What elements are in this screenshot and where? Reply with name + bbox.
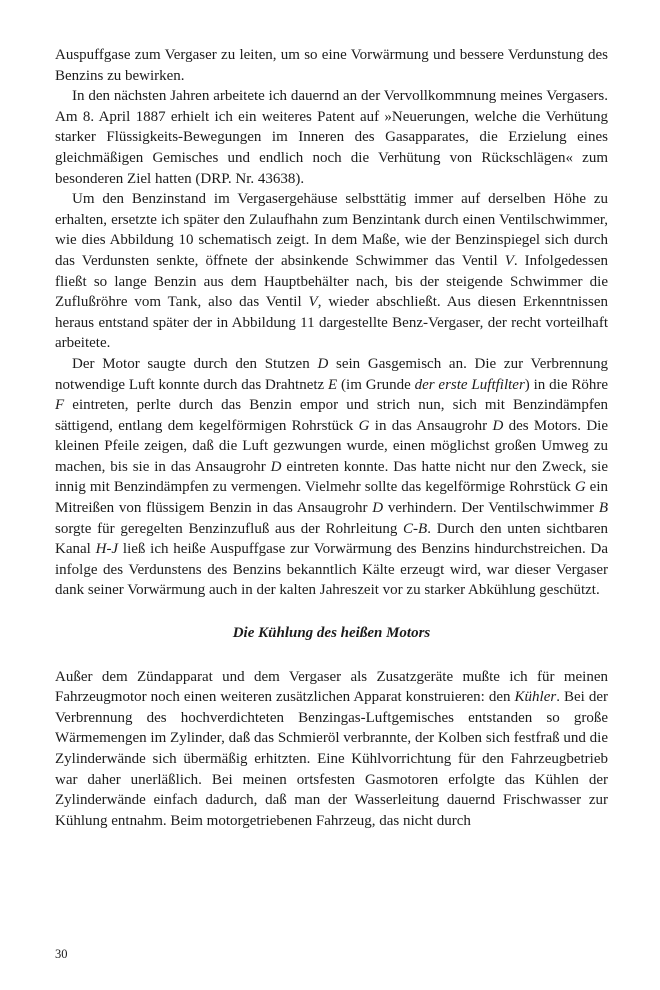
emphasized-text: G [358, 417, 370, 434]
body-text: . Bei der Verbrennung des hochverdichteten Benzingas-Luftgemisches entstanden so große Wärmemengen im Zylinder, daß das Schmieröl verbrannte, der Kolben sich festfraß und die Zylinderwände sich übermäßig erhitzten. Eine Kühlvorrichtung für den Fahrzeugbetrieb war daher unerläßlich. Bei meinen ortsfesten Gasmotoren erfolgte das Kühlen der Zylinderwände einfach dadurch, daß man der Wasserleitung dauernd Frischwasser zur Kühlung entnahm. Beim motorgetriebenen Fahrzeug, das nicht durch [55, 689, 609, 829]
emphasized-text: D [372, 500, 384, 517]
paragraph [55, 667, 608, 832]
emphasized-text: E [328, 376, 338, 393]
body-text: ließ ich heiße Auspuffgase zur Vorwärmung des Benzins hindurchstreichen. Da infolge des Verdunstens des Benzins bekanntlich Kälte erzeugt wird, war dieser Vergaser dank seiner Vorwärmung auch in der kalten Jahreszeit vor zu starker Abkühlung geschützt. [55, 541, 608, 599]
body-text: . Infolgedessen fließt so lange Benzin aus dem Hauptbehälter nach, bis der steigende Schwimmer die Zuflußröhre vom Tank, also das Ventil [55, 252, 608, 311]
body-text: ein Mitreißen von flüssigem Benzin in das Ansaugrohr [55, 479, 608, 517]
emphasized-text: V [504, 252, 514, 269]
body-text: Um den Benzinstand im Vergasergehäuse selbsttätig immer auf derselben Höhe zu erhalten, ersetzte ich später den Zulaufhahn zum Benzintank durch einen Ventilschwimmer, wie dies Abbildung 10 schematisch zeigt. In dem Maße, wie der Benzinspiegel sich durch das Verdunsten senkte, öffnete der absinkende Schwimmer das Ventil [55, 191, 608, 269]
body-text: Außer dem Zündapparat und dem Vergaser als Zusatzgeräte mußte ich für meinen Fahrzeugmotor noch einen weiteren zusätzlichen Apparat konstruieren: den [55, 668, 608, 706]
emphasized-text: D [492, 417, 504, 434]
paragraph [55, 354, 608, 601]
body-text: in das Ansaugrohr [369, 417, 493, 434]
body-text: ) in die Röhre [524, 376, 608, 393]
paragraph [55, 45, 608, 86]
body-text: eintreten, perlte durch das Benzin empor und strich nun, sich mit Benzindämpfen sättigend, entlang dem kegelförmigen Rohrstück [55, 397, 608, 434]
emphasized-text: C-B [403, 520, 428, 537]
body-text: eintreten konnte. Das hatte nicht nur den Zweck, sie innig mit Benzindämpfen zu vermengen. Vielmehr sollte das kegelförmige Rohrstück [55, 458, 608, 496]
paragraph [55, 189, 608, 354]
body-text: (im Grunde [337, 376, 415, 393]
body-text: . Durch den unten sichtbaren Kanal [55, 520, 608, 558]
emphasized-text: V [308, 294, 318, 311]
body-text: , wieder abschließt. Aus diesen Erkenntnissen heraus entstand später der in Abbildung 11 dargestellte Benz-Vergaser, der recht vorteilhaft arbeitete. [55, 294, 608, 352]
paragraph [55, 86, 608, 189]
emphasized-text: der erste Luftfilter [414, 376, 525, 393]
body-text: des Motors. Die kleinen Pfeile zeigen, daß die Luft gezwungen wurde, einen möglichst großen Umweg zu machen, bis sie in das Ansaugrohr [55, 417, 608, 475]
emphasized-text: B [598, 500, 608, 517]
section-heading: Die Kühlung des heißen Motors [232, 625, 431, 642]
emphasized-text: H-J [95, 541, 119, 558]
body-text: verhindern. Der Ventilschwimmer [383, 500, 599, 517]
emphasized-text: G [574, 479, 586, 496]
page-body [55, 45, 608, 831]
body-text: In den nächsten Jahren arbeitete ich dauernd an der Vervollkommnung meines Vergasers. Am 8. April 1887 erhielt ich ein weiteres Patent auf »Neuerungen, welche die Verhütung starker Flüssigkeits-Bewegungen im Inneren des Gasapparates, die Erzielung eines gleichmäßigen Gemisches und endlich noch die Verhütung von Rückschlägen« zum besonderen Ziel hatten (DRP. Nr. 43638). [55, 88, 608, 187]
emphasized-text: D [270, 458, 282, 475]
emphasized-text: F [55, 397, 65, 414]
emphasized-text: Kühler [514, 689, 557, 706]
body-text: sein Gasgemisch an. Die zur Verbrennung notwendige Luft konnte durch das Drahtnetz [55, 355, 609, 393]
emphasized-text: D [317, 355, 329, 372]
body-text: sorgte für geregelten Benzinzufluß aus der Rohrleitung [55, 520, 404, 537]
body-text: Auspuffgase zum Vergaser zu leiten, um so eine Vorwärmung und bessere Verdunstung des Benzins zu bewirken. [55, 47, 608, 84]
page-number: 30 [55, 947, 68, 961]
body-text: Der Motor saugte durch den Stutzen [72, 355, 318, 372]
